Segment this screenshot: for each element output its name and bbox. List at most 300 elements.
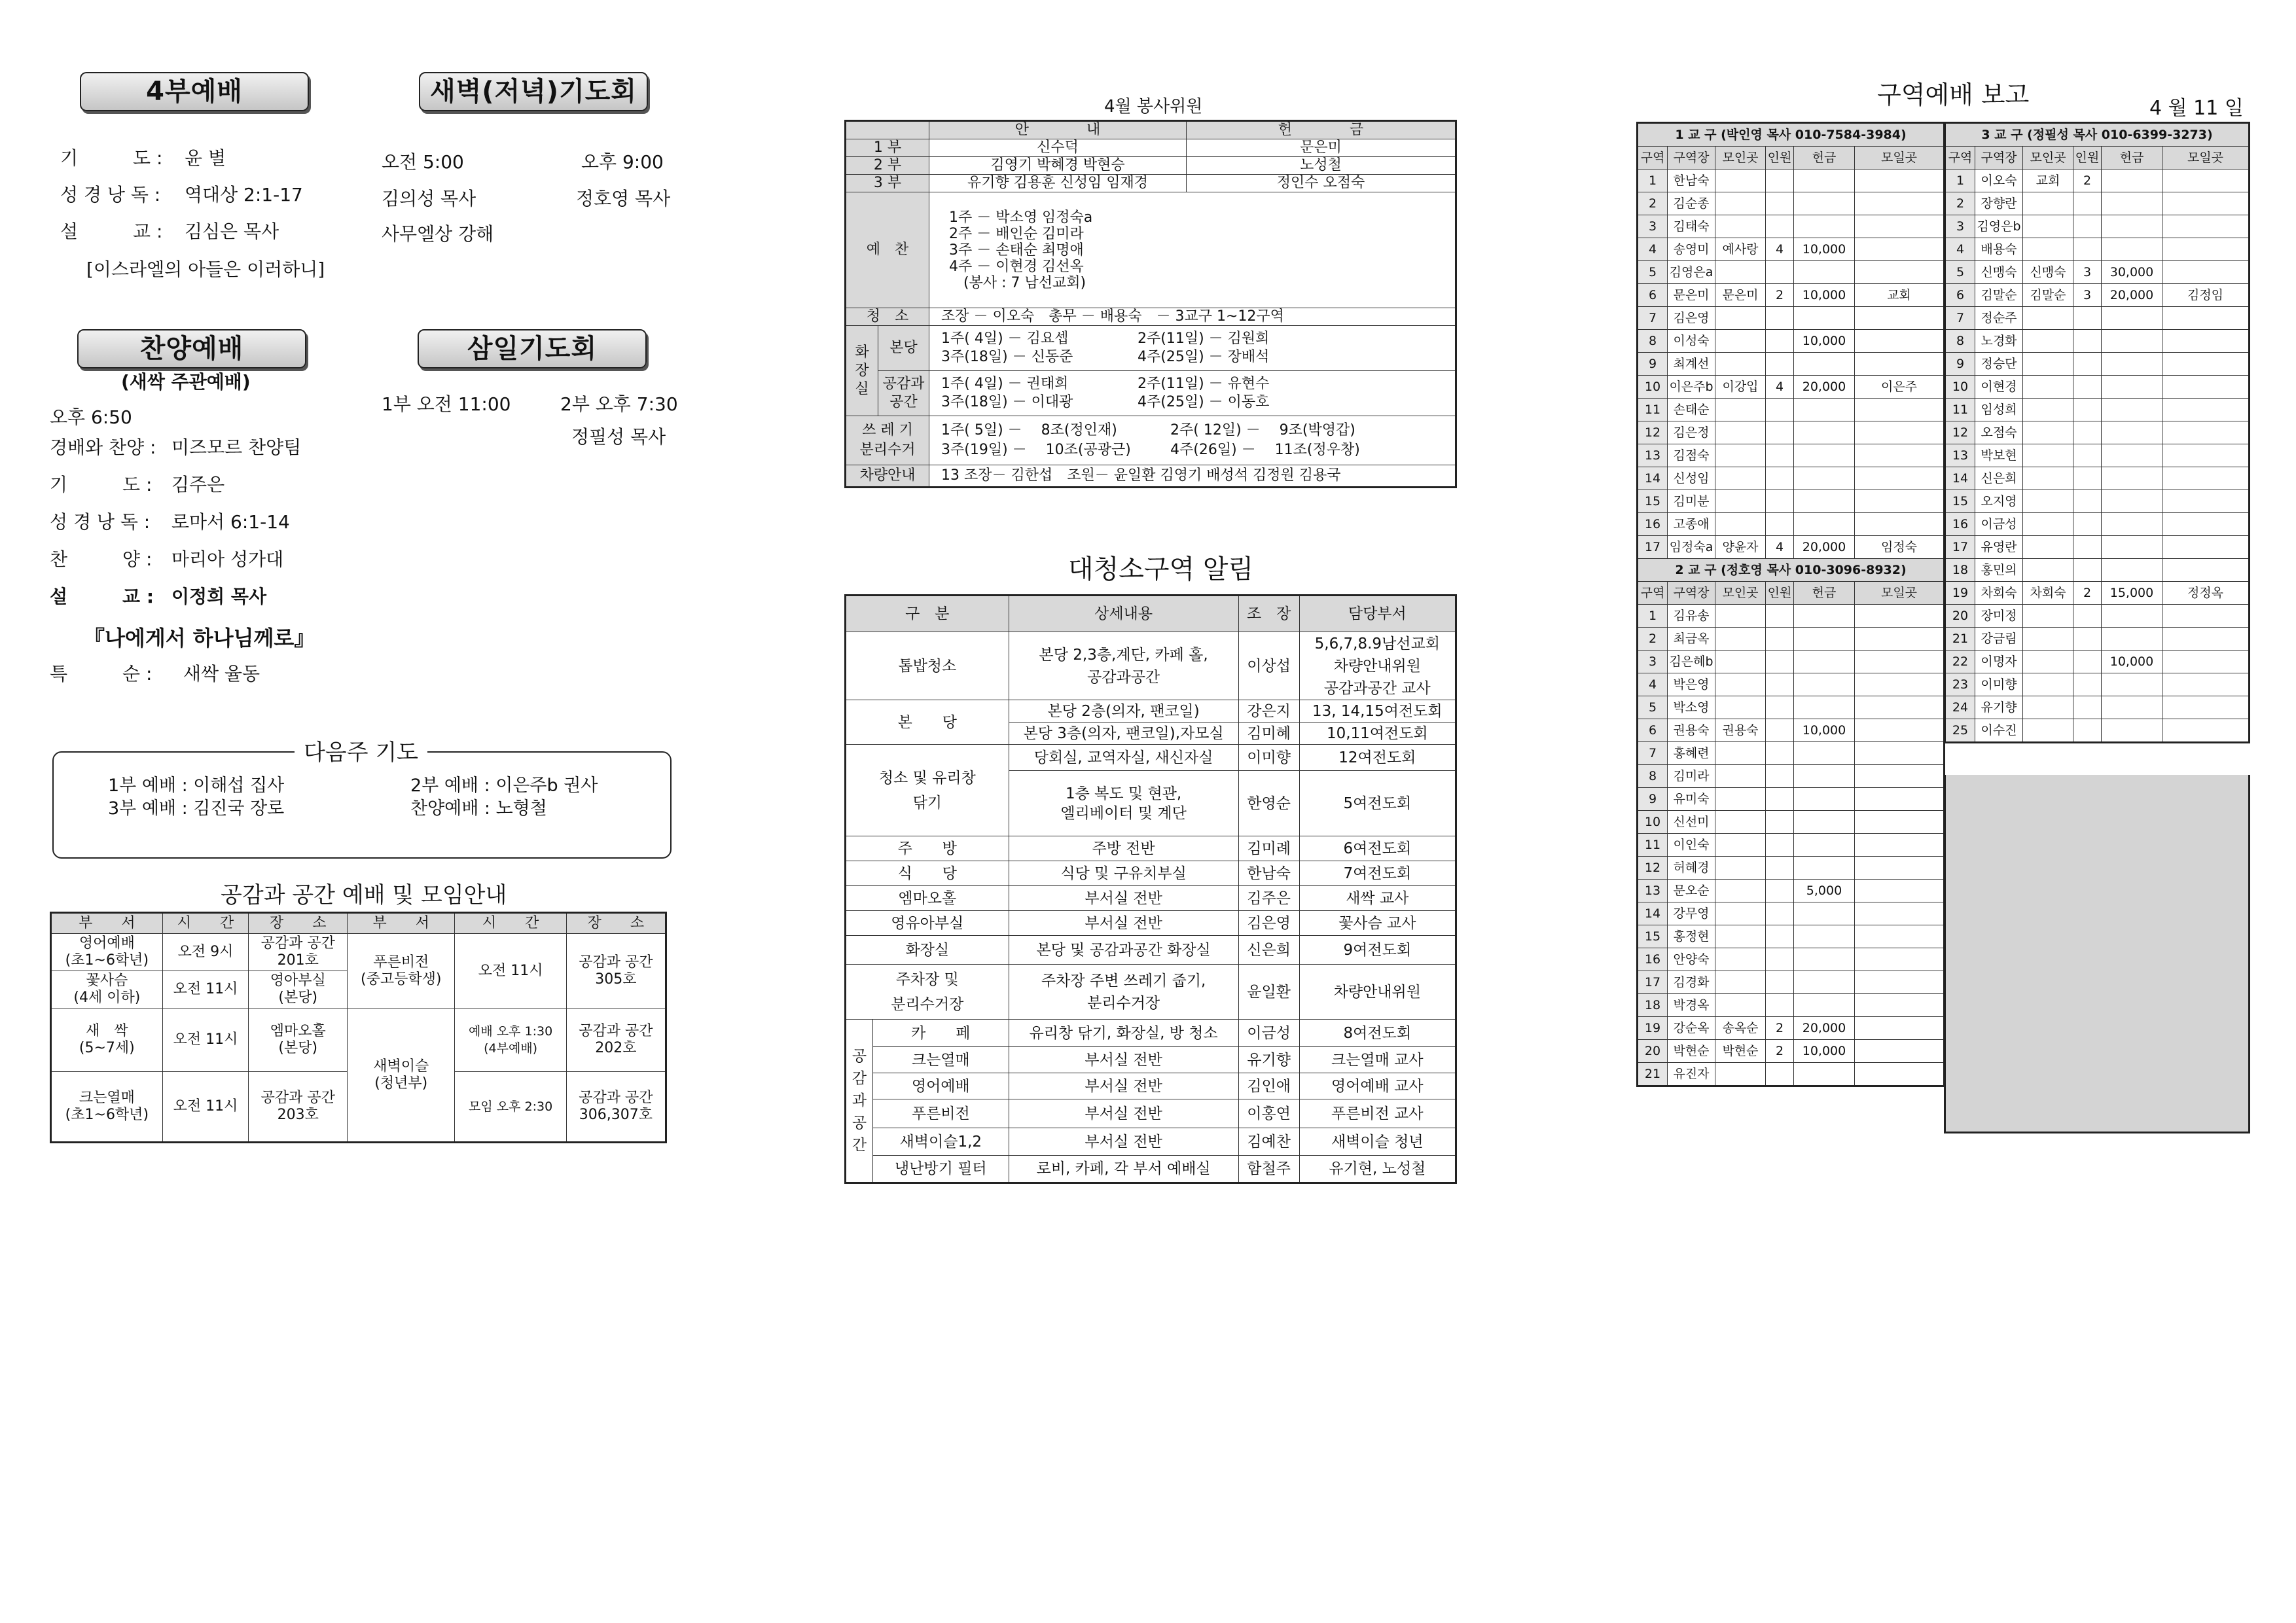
district-cell: 배용숙 [1975,238,2023,261]
district-cell [1766,421,1794,444]
district-cell [1766,765,1794,788]
cleanup-header: 담당부서 [1299,596,1456,632]
district-cell [2023,353,2073,376]
district-cell [1855,994,1945,1017]
restroom-l2: 3주(18일) － 이대광 [941,394,1073,410]
district-cell: 9 [1945,353,1975,376]
district-cell [1855,169,1945,192]
district-cell: 이강입 [1715,376,1766,399]
district-cell [1766,651,1794,673]
district-cell [2023,215,2073,238]
cleanup-dept: 7여전도회 [1299,861,1456,886]
district-cell: 7 [1945,307,1975,330]
district-col-header: 모일곳 [1855,147,1945,169]
district-cell [2102,353,2162,376]
district-cell: 강무영 [1668,902,1715,925]
district-cell [2162,307,2250,330]
cleanup-detail: 부서실 전반 [1009,911,1238,936]
district-cell [2073,628,2102,651]
service-h-guide: 안 내 [929,121,1187,139]
district-cell: 15 [1638,490,1668,513]
district-cell: 5 [1638,696,1668,719]
district-cell [2162,513,2250,536]
district-cell [1855,719,1945,742]
district-table-right [1944,122,2250,743]
district-cell: 8 [1945,330,1975,353]
restroom-r2: 4주(25일) － 장배석 [1138,349,1270,365]
district-cell [1715,421,1766,444]
worship4-line-value: 역대상 2:1-17 [185,184,303,205]
district-cell: 5,000 [1794,880,1855,902]
district-cell [1715,742,1766,765]
district-col-header: 인원 [2073,147,2102,169]
trash-r1: 2주( 12일) － 9조(박영갑) [1170,422,1355,438]
worship4-line-label: 성 경 낭 독 : [60,184,161,205]
district-cell [2162,605,2250,628]
cleanup-title: 대청소구역 알림 [1068,554,1254,584]
district-cell [2162,261,2250,284]
district-cell [2102,192,2162,215]
district-row [1638,307,1945,330]
meet-place: 영아부실 (본당) [249,971,348,1008]
district-row [1945,536,2250,559]
meet-place: 공감과 공간 201호 [249,934,348,971]
district-cell: 이미향 [1975,673,2023,696]
district-row [1945,284,2250,307]
worship4-line-value: 윤 별 [185,147,226,169]
district-cell: 고종애 [1668,513,1715,536]
district-cell: 1 [1638,605,1668,628]
district-cell [2023,513,2073,536]
meet-dept: 영어예배 (초1~6학년) [51,934,163,971]
district-cell [1794,834,1855,857]
district-cell [1715,628,1766,651]
district-row [1945,582,2250,605]
district-cell [1855,948,1945,971]
district-cell: 유진자 [1668,1063,1715,1086]
district-row [1638,902,1945,925]
district-cell [1794,444,1855,467]
district-cell [2162,536,2250,559]
cleanup-dept: 8여전도회 [1299,1020,1456,1047]
district-cell [2023,399,2073,421]
district-cell [1715,307,1766,330]
trash-l2: 3주(19일) － 10조(공광근) [941,442,1131,458]
district-cell [1794,307,1855,330]
worship4-title: 4부예배 [80,72,309,111]
dawn-time2: 오후 9:00 [581,151,664,173]
district-cell [1855,834,1945,857]
district-cell [1794,605,1855,628]
meet-dept: 크는열매 (초1~6학년) [51,1072,163,1143]
district-row [1945,376,2250,399]
district-cell: 박소영 [1668,696,1715,719]
district-cell [2073,215,2102,238]
cleanup-dept: 영어예배 교사 [1299,1073,1456,1099]
district-row [1945,490,2250,513]
district-cell: 최금옥 [1668,628,1715,651]
district-cell: 강순옥 [1668,1017,1715,1040]
district-cell [1766,994,1794,1017]
district-row [1638,444,1945,467]
district-cell: 오지영 [1975,490,2023,513]
district-cell: 김영은a [1668,261,1715,284]
district-cell: 10,000 [1794,284,1855,307]
district-cell: 권용숙 [1668,719,1715,742]
cleanup-leader: 윤일환 [1238,965,1299,1020]
choir-item: 2주 － 배인순 김미라 [949,225,1084,242]
district-cell [2023,536,2073,559]
district-cell [2162,399,2250,421]
district-cell: 2 [1945,192,1975,215]
district-cell [1794,1063,1855,1086]
cleanup-leader: 이미향 [1238,745,1299,771]
district-cell [1855,353,1945,376]
district-cell [1855,788,1945,811]
district-report-title: 구역예배 보고 [1877,80,2030,109]
district-cell [2023,307,2073,330]
cleanup-dept: 5,6,7,8.9남선교회 차량안내위원 공감과공간 교사 [1299,632,1456,700]
district-cell: 21 [1638,1063,1668,1086]
cleanup-dept: 새싹 교사 [1299,886,1456,911]
choir-item: 3주 － 손태순 최명애 [949,241,1084,259]
district-cell [1766,857,1794,880]
cleanup-detail: 부서실 전반 [1009,1099,1238,1128]
district-row [1638,880,1945,902]
district-row [1638,421,1945,444]
district-cell: 정정옥 [2162,582,2250,605]
district-row [1638,811,1945,834]
district-row [1638,765,1945,788]
district-cell [1855,857,1945,880]
praise-line-label: 기 도 : [50,474,152,495]
district-row [1945,444,2250,467]
cleanup-area: 식 당 [846,861,1009,886]
district-cell: 9 [1638,788,1668,811]
district-col-header: 구역 [1945,147,1975,169]
district-cell: 4 [1638,238,1668,261]
district-row [1945,673,2250,696]
district-row [1945,330,2250,353]
district-cell: 2 [1766,284,1794,307]
district-cell: 문은미 [1715,284,1766,307]
district-cell: 신선미 [1668,811,1715,834]
cleanup-leader: 김인애 [1238,1073,1299,1099]
district-cell: 홍민의 [1975,559,2023,582]
district-cell: 10 [1945,376,1975,399]
district-cell [1794,169,1855,192]
district-cell [2023,444,2073,467]
district-cell [1715,215,1766,238]
district-row [1638,513,1945,536]
district-cell [2102,169,2162,192]
district-cell [1855,490,1945,513]
district-cell: 김영은b [1975,215,2023,238]
district-cell: 허혜경 [1668,857,1715,880]
worship4-line-value: 김심은 목사 [185,221,279,242]
service-row-label: 3 부 [846,175,929,192]
district-cell [2073,490,2102,513]
district-cell [1715,490,1766,513]
cleanup-dept: 6여전도회 [1299,836,1456,861]
district-cell [1766,192,1794,215]
district-cell [1794,925,1855,948]
praise-special-label: 특 순 : [50,663,152,685]
district-cell: 10,000 [1794,719,1855,742]
district-row [1945,238,2250,261]
district-cell [1715,696,1766,719]
district-cell: 이인숙 [1668,834,1715,857]
meet-place: 엠마오홀 (본당) [249,1008,348,1072]
district-cell: 김말순 [1975,284,2023,307]
district-cell: 유미숙 [1668,788,1715,811]
district-cell: 30,000 [2102,261,2162,284]
district-cell: 문오순 [1668,880,1715,902]
next-prayer-title: 다음주 기도 [295,734,427,766]
district-row [1638,192,1945,215]
next-prayer-item: 3부 예배 : 김진국 장로 [108,798,285,819]
district-col-header: 모인곳 [1715,582,1766,605]
district-cell: 박보현 [1975,444,2023,467]
cleanup-detail: 1층 복도 및 현관, 엘리베이터 및 계단 [1009,771,1238,836]
district-cell [2162,238,2250,261]
district-cell [2023,490,2073,513]
praise-theme: 『나에게서 하나님께로』 [84,626,315,651]
district-cell: 오점숙 [1975,421,2023,444]
district-cell [2162,444,2250,467]
district-cell: 15,000 [2102,582,2162,605]
district-cell: 16 [1638,513,1668,536]
district-cell [2023,467,2073,490]
district-cell: 이성숙 [1668,330,1715,353]
district-cell: 신맹숙 [1975,261,2023,284]
parking-text: 13 조장－ 김한섭 조원－ 윤일환 김영기 배성석 김정원 김용국 [929,465,1456,488]
district-row [1638,376,1945,399]
district-cell: 임정숙a [1668,536,1715,559]
praise-special-value: 새싹 율동 [183,663,260,685]
district-cell: 7 [1638,307,1668,330]
district-col-header: 모일곳 [2162,147,2250,169]
district-cell: 3 [1945,215,1975,238]
district-cell [2023,651,2073,673]
district-cell [1855,421,1945,444]
district-cell: 24 [1945,696,1975,719]
district-cell [1766,490,1794,513]
cleanup-dept: 푸른비전 교사 [1299,1099,1456,1128]
district-cell [2102,513,2162,536]
district-cell: 김은정 [1668,421,1715,444]
cleanup-group-label: 공 감 과 공 간 [846,1020,873,1183]
district-cell [1855,444,1945,467]
meet-place: 공감과 공간 202호 [566,1008,666,1072]
cleanup-leader: 이홍연 [1238,1099,1299,1128]
district-cell: 8 [1638,765,1668,788]
district-cell: 4 [1766,238,1794,261]
district-cell [2102,559,2162,582]
district-cell [1766,444,1794,467]
district-cell [2102,696,2162,719]
district-row [1638,1063,1945,1086]
meet-header: 부 서 [51,913,163,934]
district-cell: 장향란 [1975,192,2023,215]
district-empty-area [1944,775,2250,1133]
cleanup-area: 카 페 [873,1020,1009,1047]
meet-header: 장 소 [566,913,666,934]
service-offer: 정인수 오점숙 [1187,175,1456,192]
district-cell: 19 [1638,1017,1668,1040]
district-cell [1855,238,1945,261]
district-cell: 강금림 [1975,628,2023,651]
cleanup-detail: 부서실 전반 [1009,1128,1238,1156]
district-row [1945,399,2250,421]
district-row [1945,169,2250,192]
district-cell [1766,719,1794,742]
district-cell [1855,307,1945,330]
district-row [1638,399,1945,421]
district-cell [1794,261,1855,284]
district-row [1638,215,1945,238]
district-cell [1855,880,1945,902]
dawn-lead1: 김의성 목사 [382,188,476,209]
district-cell: 12 [1638,857,1668,880]
district-row [1638,994,1945,1017]
district-cell [1855,696,1945,719]
cleanup-dept: 크는열매 교사 [1299,1047,1456,1073]
district-cell [1794,948,1855,971]
district-row [1638,948,1945,971]
district-cell [2102,605,2162,628]
praise-line-value: 로마서 6:1-14 [171,511,290,533]
district-cell [1715,605,1766,628]
district-cell [2162,192,2250,215]
district-col-header: 모인곳 [2023,147,2073,169]
district-cell: 11 [1638,399,1668,421]
district-row [1638,284,1945,307]
district-cell [1855,765,1945,788]
district-cell [1855,261,1945,284]
cleanup-detail: 식당 및 구유치부실 [1009,861,1238,886]
district-cell [2073,467,2102,490]
cleanup-leader: 김미혜 [1238,722,1299,745]
district-col-header: 모일곳 [1855,582,1945,605]
district-cell: 박경옥 [1668,994,1715,1017]
district-cell [2102,490,2162,513]
district-cell [2162,169,2250,192]
district-cell [1715,788,1766,811]
cleanup-dept: 10,11여전도회 [1299,722,1456,745]
district-col-header: 인원 [1766,582,1794,605]
district-cell: 김순종 [1668,192,1715,215]
district-report-date: 4 월 11 일 [2149,97,2244,120]
district-cell: 11 [1945,399,1975,421]
district-cell [2073,719,2102,743]
cleanup-detail: 주방 전반 [1009,836,1238,861]
district-cell: 20 [1638,1040,1668,1063]
district-cell: 3 [1638,651,1668,673]
district-cell [1766,1063,1794,1086]
district-cell [1794,399,1855,421]
cleanup-leader: 김은영 [1238,911,1299,936]
cleanup-dept: 꽃사슴 교사 [1299,911,1456,936]
restroom-l1: 1주( 4일) － 김요셉 [941,330,1069,347]
district-cell: 10,000 [1794,330,1855,353]
cleanup-leader: 강은지 [1238,700,1299,722]
district-cell: 송옥순 [1715,1017,1766,1040]
district-cell [2023,605,2073,628]
restroom-place: 본당 [878,326,929,371]
district-row [1638,1040,1945,1063]
district-cell [1855,742,1945,765]
cleanup-area: 크는열매 [873,1047,1009,1073]
district-cell [1794,467,1855,490]
cleanup-dept: 새벽이슬 청년 [1299,1128,1456,1156]
district-cell: 6 [1945,284,1975,307]
district-cell [2073,444,2102,467]
district-row [1945,628,2250,651]
district-cell: 김미라 [1668,765,1715,788]
district-cell [1715,1063,1766,1086]
district-cell: 문은미 [1668,284,1715,307]
praise-line-value: 미즈모르 찬양팀 [171,437,302,458]
restroom-l2: 3주(18일) － 신동준 [941,349,1073,365]
cleanup-dept: 13, 14,15여전도회 [1299,700,1456,722]
district-cell: 정순주 [1975,307,2023,330]
district-cell [2073,192,2102,215]
district-cell [1715,192,1766,215]
district-cell: 김은영 [1668,307,1715,330]
district-row [1638,651,1945,673]
meet-dept: 새벽이슬 (청년부) [348,1008,455,1143]
district-cell: 13 [1945,444,1975,467]
district-row [1945,696,2250,719]
cleanup-leader: 한남숙 [1238,861,1299,886]
district-cell: 이수진 [1975,719,2023,743]
district-cell [1715,811,1766,834]
district-cell: 노경화 [1975,330,2023,353]
meet-time: 모임 오후 2:30 [455,1072,566,1143]
restroom-r1: 2주(11일) － 유현수 [1138,376,1270,392]
district-col-header: 구역장 [1668,582,1715,605]
district-col-header: 헌금 [2102,147,2162,169]
district-header: 2 교 구 (정호영 목사 010-3096-8932) [1638,559,1945,582]
cleanup-area: 주 방 [846,836,1009,861]
district-cell [1715,765,1766,788]
wed-title: 삼일기도회 [418,329,647,368]
district-cell [2073,559,2102,582]
cleanup-area: 영어예배 [873,1073,1009,1099]
district-cell: 17 [1638,536,1668,559]
district-cell: 4 [1766,536,1794,559]
district-cell: 4 [1766,376,1794,399]
district-cell: 14 [1638,902,1668,925]
district-cell: 3 [2073,261,2102,284]
district-cell: 신맹숙 [2023,261,2073,284]
district-row [1638,719,1945,742]
wed-lead: 정필성 목사 [571,426,666,448]
district-cell [2162,651,2250,673]
district-cell: 15 [1945,490,1975,513]
district-cell: 1 [1638,169,1668,192]
meet-header: 부 서 [348,913,455,934]
district-cell: 10 [1638,811,1668,834]
district-cell: 17 [1638,971,1668,994]
district-cell: 16 [1638,948,1668,971]
district-row [1638,1017,1945,1040]
service-guide: 신수덕 [929,139,1187,157]
district-cell [1794,811,1855,834]
district-cell [2073,307,2102,330]
praise-subtitle: (새싹 주관예배) [121,371,251,393]
